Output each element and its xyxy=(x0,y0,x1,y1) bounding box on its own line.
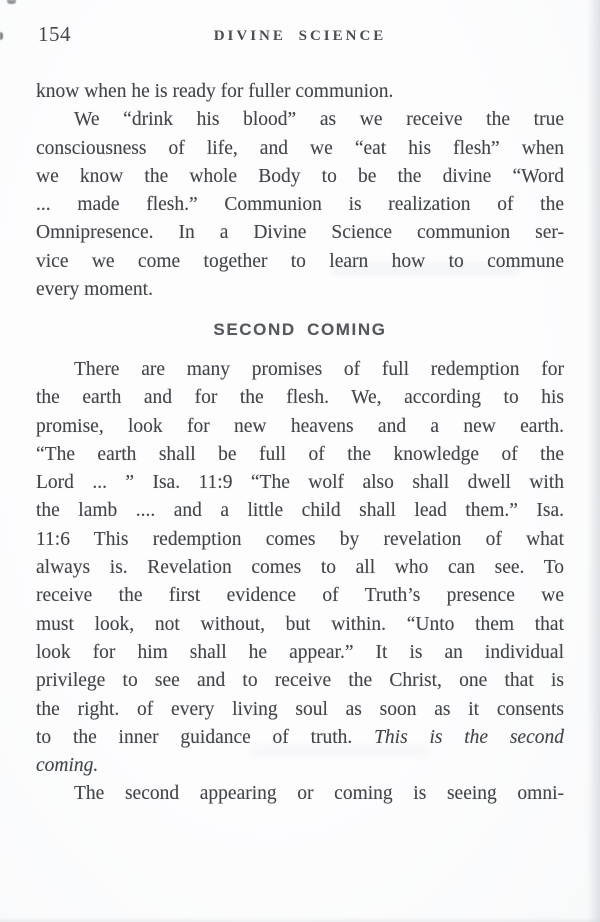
text-line: “The earth shall be full of the knowledge of the xyxy=(36,443,564,465)
page-edge-shading xyxy=(0,917,600,922)
text-line: Lord ... ” Isa. 11:9 “The wolf also shall dwell with xyxy=(36,472,564,494)
text-line: look for him shall he appear.” It is an individual xyxy=(36,641,564,663)
page-number: 154 xyxy=(38,22,71,46)
paragraph-block-second-coming xyxy=(36,356,564,809)
section-heading: SECOND COMING xyxy=(213,320,387,339)
text-line: ... made flesh.” Communion is realization of the xyxy=(36,194,564,216)
italic-text-segment: This is the second xyxy=(374,726,564,748)
text-line: There are many promises of full redemption for xyxy=(74,359,564,380)
text-line: The second appearing or coming is seeing omni- xyxy=(74,783,564,805)
text-line xyxy=(36,752,564,780)
italic-text-segment: coming. xyxy=(36,755,99,777)
text-line: receive the first evidence of Truth’s presence we xyxy=(36,585,564,607)
text-line: the right. of every living soul as soon as it consents xyxy=(36,698,564,720)
text-line: we know the whole Body to be the divine “Word xyxy=(36,165,564,187)
text-line: 11:6 This redemption comes by revelation of what xyxy=(36,528,564,550)
text-line: Omnipresence. In a Divine Science communion ser- xyxy=(36,222,564,244)
running-head xyxy=(36,23,564,47)
running-title: DIVINE SCIENCE xyxy=(213,28,387,44)
text-line: the lamb .... and a little child shall lead them.” Isa. xyxy=(36,500,564,522)
text-line: know when he is ready for fuller communion. xyxy=(36,81,394,102)
scan-artifact xyxy=(0,32,3,40)
text-segment: to the inner guidance of truth. xyxy=(36,726,375,748)
text-line xyxy=(36,724,564,752)
text-line: vice we come together to learn how to commune xyxy=(36,250,564,272)
paragraph-block-communion xyxy=(36,78,564,304)
text-line: We “drink his blood” as we receive the true xyxy=(74,109,564,131)
text-line: promise, look for new heavens and a new earth. xyxy=(36,415,564,437)
text-line: always is. Revelation comes to all who can see. To xyxy=(36,557,564,579)
text-line: every moment. xyxy=(36,279,153,301)
scan-artifact xyxy=(7,0,16,4)
text-line: must look, not without, but within. “Unto them that xyxy=(36,613,564,635)
text-line: the earth and for the flesh. We, according to his xyxy=(36,387,564,409)
text-line: privilege to see and to receive the Christ, one that is xyxy=(36,670,564,692)
page-edge-shading xyxy=(587,0,600,922)
text-line: consciousness of life, and we “eat his flesh” when xyxy=(36,137,564,159)
